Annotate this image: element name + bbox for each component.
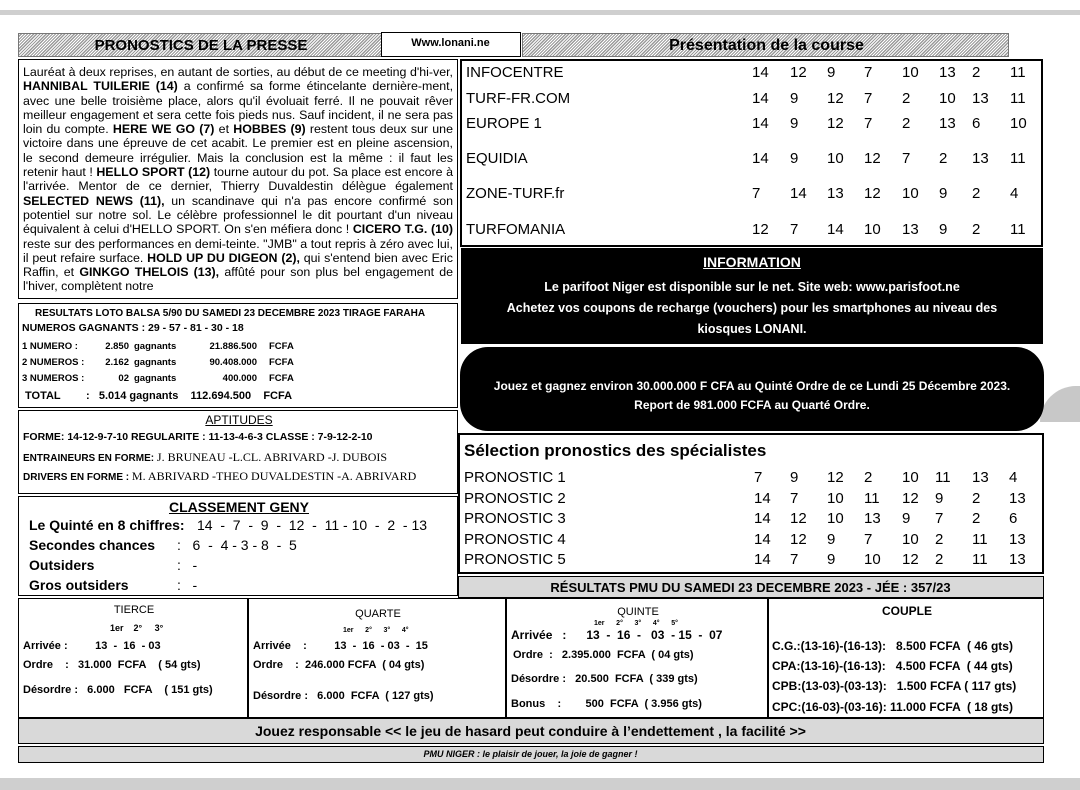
presentation-source: EQUIDIA <box>466 150 528 167</box>
press-text-segment: HOBBES (9) <box>233 122 306 137</box>
selection-number: 7 <box>790 551 799 568</box>
information-line2: Achetez vos coupons de recharge (vouchers) pour les smartphones au niveau des <box>506 301 998 315</box>
responsable-bar <box>18 718 1044 744</box>
press-header-title: PRONOSTICS DE LA PRESSE <box>94 37 308 54</box>
selection-number: 10 <box>827 489 844 507</box>
presentation-number: 13 <box>939 64 956 81</box>
bottom-band <box>0 778 1080 790</box>
press-text-segment: HANNIBAL TUILERIE (14) <box>23 79 178 94</box>
selection-number: 9 <box>827 551 836 568</box>
press-header <box>18 33 382 57</box>
selection-number: 10 <box>864 551 881 568</box>
selection-number: 14 <box>754 510 771 527</box>
presentation-header <box>522 33 1009 57</box>
selection-number: 13 <box>972 469 989 486</box>
presentation-number: 7 <box>864 64 873 81</box>
geny-row-value: : - <box>177 557 198 573</box>
geny-row-label: Le Quinté en 8 chiffres: <box>29 517 185 533</box>
geny-row-label: Gros outsiders <box>29 577 129 593</box>
presentation-number: 10 <box>1010 115 1027 132</box>
presentation-number: 13 <box>972 90 989 107</box>
presentation-number: 12 <box>827 90 844 107</box>
presentation-number: 11 <box>1010 150 1026 167</box>
quarte-title: QUARTE <box>355 608 401 620</box>
geny-row-value: 14 - 7 - 9 - 12 - 11 - 10 - 2 - 13 <box>197 517 428 533</box>
tierce-arrivee: Arrivée : 13 - 16 - 03 <box>23 640 161 652</box>
selection-number: 6 <box>1009 510 1018 527</box>
selection-number: 11 <box>972 551 988 568</box>
information-title: INFORMATION <box>703 254 801 270</box>
presentation-source: EUROPE 1 <box>466 115 542 132</box>
responsable-text: Jouez responsable << le jeu de hasard peut conduire à l’endettement , la facilité >> <box>255 723 806 739</box>
presentation-number: 7 <box>864 115 873 132</box>
selection-number: 9 <box>790 469 799 486</box>
slogan-text: PMU NIGER : le plaisir de jouer, la joie de gagner ! <box>423 749 638 759</box>
loto-title: RESULTATS LOTO BALSA 5/90 DU SAMEDI 23 DECEMBRE 2023 TIRAGE FARAHA <box>35 308 426 319</box>
loto-row-label: 3 NUMEROS : <box>22 373 85 384</box>
selection-number: 7 <box>790 489 799 507</box>
slogan-bar <box>18 746 1044 763</box>
selection-name: PRONOSTIC 5 <box>464 551 566 568</box>
aptitudes-title: APTITUDES <box>205 413 273 427</box>
decorative-swoosh <box>1040 386 1080 422</box>
information-line1: Le parifoot Niger est disponible sur le net. Site web: www.parisfoot.ne <box>544 280 960 294</box>
presentation-number: 10 <box>827 150 844 167</box>
selection-number: 10 <box>902 530 919 548</box>
press-paragraph <box>23 65 453 294</box>
loto-row-unit: gagnants <box>134 357 177 368</box>
quarte-ordre: Ordre : 246.000 FCFA ( 04 gts) <box>253 659 425 671</box>
selection-number: 9 <box>935 489 944 507</box>
press-text-segment: tourne autour du pot. Sa place est encore à l'arrivée. Mentor de ce dernier, Thierry Duvaldestin délègue également <box>23 165 454 194</box>
quinte-places: 1er 2° 3° 4° 5° <box>594 620 678 627</box>
presentation-row <box>462 185 1041 205</box>
website-link[interactable]: Www.lonani.ne <box>411 37 490 49</box>
press-text-segment: un scandinave qui n'a pas encore confirmé son potentiel sur notre sol. Le célèbre professionnel le dit pourtant d'un niveau équivalent à celui d'HELLO SPORT. On s'en méfiera donc ! <box>23 193 453 237</box>
jackpot-line2: Report de 981.000 FCFA au Quarté Ordre. <box>634 398 870 412</box>
results-title: RÉSULTATS PMU DU SAMEDI 23 DECEMBRE 2023 - JÉE : 357/23 <box>550 580 951 595</box>
presentation-number: 9 <box>790 150 799 167</box>
presentation-number: 10 <box>864 221 881 238</box>
tierce-desordre: Désordre : 6.000 FCFA ( 151 gts) <box>23 684 213 696</box>
information-line3: kiosques LONANI. <box>697 322 807 336</box>
presentation-number: 9 <box>790 115 799 132</box>
tierce-ordre: Ordre : 31.000 FCFA ( 54 gts) <box>23 659 201 671</box>
results-title-bar <box>458 576 1044 598</box>
selection-number: 10 <box>902 469 919 486</box>
presentation-number: 4 <box>1010 185 1019 202</box>
presentation-source: ZONE-TURF.fr <box>466 185 565 202</box>
jackpot-banner <box>460 347 1044 431</box>
selection-number: 2 <box>864 469 873 486</box>
selection-name: PRONOSTIC 2 <box>464 489 566 507</box>
presentation-number: 14 <box>752 90 769 107</box>
presentation-row <box>462 115 1041 135</box>
presentation-number: 12 <box>864 150 881 167</box>
selection-number: 4 <box>1009 469 1018 486</box>
quarte-arrivee: Arrivée : 13 - 16 - 03 - 15 <box>253 640 428 652</box>
presentation-table <box>460 59 1043 247</box>
presentation-number: 13 <box>939 115 956 132</box>
selection-number: 13 <box>1009 489 1026 507</box>
presentation-number: 11 <box>1010 90 1026 107</box>
presentation-number: 7 <box>864 90 873 107</box>
quarte-desordre: Désordre : 6.000 FCFA ( 127 gts) <box>253 690 434 702</box>
selection-number: 11 <box>864 489 880 507</box>
quinte-bonus: Bonus : 500 FCFA ( 3.956 gts) <box>511 698 702 710</box>
presentation-number: 10 <box>902 64 919 81</box>
press-text-segment: SELECTED NEWS (11), <box>23 193 165 208</box>
press-text-segment: HELLO SPORT (12) <box>96 165 211 180</box>
press-text-segment: CICERO T.G. (10) <box>352 222 453 237</box>
loto-row-currency: FCFA <box>269 373 294 384</box>
presentation-number: 2 <box>902 90 911 107</box>
geny-row-label: Outsiders <box>29 557 95 573</box>
presentation-number: 14 <box>790 185 807 202</box>
aptitudes-drivers <box>23 467 416 485</box>
loto-row-label: 1 NUMERO : <box>22 341 78 352</box>
presentation-number: 6 <box>972 115 981 132</box>
presentation-number: 14 <box>752 115 769 132</box>
couple-row: CPA:(13-16)-(16-13): 4.500 FCFA ( 44 gts) <box>772 659 1013 673</box>
top-band <box>0 10 1080 15</box>
loto-box <box>18 303 458 408</box>
presentation-row <box>462 64 1041 84</box>
presentation-number: 7 <box>902 150 911 167</box>
presentation-number: 7 <box>790 221 799 238</box>
press-text-segment: HERE WE GO (7) <box>112 122 215 137</box>
loto-row-amount: 90.408.000 <box>209 357 257 368</box>
drivers-value: M. ABRIVARD -THEO DUVALDESTIN -A. ABRIVARD <box>131 469 417 483</box>
presentation-number: 14 <box>752 150 769 167</box>
presentation-number: 12 <box>864 185 881 202</box>
selection-name: PRONOSTIC 3 <box>464 510 566 527</box>
selection-number: 2 <box>935 551 944 568</box>
selection-number: 2 <box>972 489 981 507</box>
geny-row-label: Secondes chances <box>29 537 156 553</box>
selection-number: 9 <box>827 530 836 548</box>
selection-number: 14 <box>754 489 771 507</box>
geny-row-value: : - <box>177 577 198 593</box>
presentation-row <box>462 221 1041 241</box>
presentation-number: 14 <box>827 221 844 238</box>
tierce-places: 1er 2° 3° <box>110 623 164 633</box>
couple-row: CPB:(13-03)-(03-13): 1.500 FCFA ( 117 gts) <box>772 679 1017 693</box>
quarte-box <box>248 598 506 718</box>
selection-number: 12 <box>827 469 844 486</box>
selection-title: Sélection pronostics des spécialistes <box>464 441 767 460</box>
website-box <box>381 32 521 57</box>
aptitudes-entraineurs <box>23 448 387 466</box>
press-text-segment: GINKGO THELOIS (13), <box>79 265 220 280</box>
selection-number: 13 <box>1009 530 1026 548</box>
presentation-number: 9 <box>827 64 836 81</box>
selection-number: 7 <box>754 469 763 486</box>
selection-name: PRONOSTIC 1 <box>464 469 566 486</box>
presentation-number: 7 <box>752 185 761 202</box>
aptitudes-box <box>18 410 458 494</box>
geny-box <box>18 496 458 596</box>
jackpot-line1: Jouez et gagnez environ 30.000.000 F CFA au Quinté Ordre de ce Lundi 25 Décembre 2023. <box>493 379 1011 393</box>
selection-number: 7 <box>864 530 873 548</box>
selection-number: 14 <box>754 530 771 548</box>
selection-number: 12 <box>902 489 919 507</box>
loto-row-currency: FCFA <box>269 341 294 352</box>
presentation-source: TURFOMANIA <box>466 221 566 238</box>
selection-number: 11 <box>935 469 951 486</box>
loto-row-count: 2.850 <box>105 341 129 352</box>
presentation-number: 9 <box>939 185 948 202</box>
presentation-source: INFOCENTRE <box>466 64 564 81</box>
presentation-header-title: Présentation de la course <box>669 37 864 54</box>
quinte-arrivee: Arrivée : 13 - 16 - 03 - 15 - 07 <box>511 628 723 642</box>
press-text-segment: reste sur des performances en demi-teinte. "JMB" a tout repris à zéro avec lui, il peut refaire surface. <box>23 236 453 265</box>
presentation-number: 9 <box>939 221 948 238</box>
aptitudes-forme: FORME: 14-12-9-7-10 REGULARITE : 11-13-4-6-3 CLASSE : 7-9-12-2-10 <box>23 431 373 443</box>
presentation-number: 12 <box>827 115 844 132</box>
selection-number: 7 <box>935 510 944 527</box>
selection-number: 13 <box>1009 551 1026 568</box>
selection-number: 10 <box>827 510 844 527</box>
information-box <box>461 248 1043 344</box>
loto-row-unit: gagnants <box>134 373 177 384</box>
loto-row-count: 2.162 <box>105 357 129 368</box>
press-text-segment: Lauréat à deux reprises, en autant de sorties, au début de ce meeting d'hi-ver, <box>23 65 453 79</box>
presentation-number: 10 <box>939 90 956 107</box>
tierce-box <box>18 598 248 718</box>
selection-number: 11 <box>972 530 988 548</box>
selection-number: 12 <box>902 551 919 568</box>
loto-total-label: TOTAL <box>25 390 61 402</box>
geny-title: CLASSEMENT GENY <box>168 499 309 515</box>
selection-number: 13 <box>864 510 881 527</box>
geny-row-value: : 6 - 4 - 3 - 8 - 5 <box>177 537 297 553</box>
presentation-number: 13 <box>902 221 919 238</box>
presentation-source: TURF-FR.COM <box>466 90 571 107</box>
presentation-number: 13 <box>972 150 989 167</box>
press-text-segment: HOLD UP DU DIGEON (2), <box>147 250 300 265</box>
press-text-segment: et <box>214 122 234 137</box>
presentation-number: 2 <box>972 221 981 238</box>
quinte-desordre: Désordre : 20.500 FCFA ( 339 gts) <box>511 673 698 685</box>
selection-number: 12 <box>790 530 807 548</box>
selection-number: 12 <box>790 510 807 527</box>
loto-total-value: : 5.014 gagnants 112.694.500 FCFA <box>86 390 293 402</box>
tierce-title: TIERCE <box>113 604 155 616</box>
selection-number: 2 <box>972 510 981 527</box>
press-text-box <box>18 59 458 299</box>
presentation-number: 12 <box>790 64 807 81</box>
presentation-number: 13 <box>827 185 844 202</box>
loto-row-amount: 21.886.500 <box>209 341 257 352</box>
press-text-segment: restent tous deux sur une victoire dans une épreuve de cet acabit. Le premier est en pleine ascension, le second demeure irrégulier. Mais la conclusion est la même : il faut les retenir haut ! <box>23 122 453 180</box>
quinte-box <box>506 598 768 718</box>
presentation-number: 2 <box>902 115 911 132</box>
loto-row-label: 2 NUMEROS : <box>22 357 85 368</box>
entraineurs-label: ENTRAINEURS EN FORME: <box>23 453 157 464</box>
couple-box <box>768 598 1044 718</box>
loto-row-count: 02 <box>118 373 129 384</box>
selection-name: PRONOSTIC 4 <box>464 530 566 548</box>
presentation-number: 9 <box>790 90 799 107</box>
couple-title: COUPLE <box>881 604 932 618</box>
presentation-row <box>462 90 1041 110</box>
entraineurs-value: J. BRUNEAU -L.CL. ABRIVARD -J. DUBOIS <box>156 450 388 464</box>
couple-row: C.G.:(13-16)-(16-13): 8.500 FCFA ( 46 gts) <box>772 639 1013 653</box>
quinte-title: QUINTE <box>617 606 659 618</box>
presentation-number: 12 <box>752 221 769 238</box>
presentation-row <box>462 150 1041 170</box>
press-text-segment: affûté pour son plus bel engagement de l'hiver, complètent notre <box>23 265 454 294</box>
selection-box <box>458 433 1044 574</box>
selection-number: 2 <box>935 530 944 548</box>
press-text-segment: a confirmé sa forme étincelante dernière-ment, avec une belle troisième place, alors qu'il évoluait ferré. Il ne pouvait rêver meilleur engagement et sera cette fois pieds nus. Sauf incident, il ne sera pas loin du compte. <box>23 79 454 137</box>
presentation-number: 2 <box>972 185 981 202</box>
loto-row-amount: 400.000 <box>222 373 257 384</box>
presentation-number: 2 <box>972 64 981 81</box>
selection-number: 9 <box>902 510 911 527</box>
quarte-places: 1er 2° 3° 4° <box>343 627 409 634</box>
presentation-number: 14 <box>752 64 769 81</box>
drivers-label: DRIVERS EN FORME : <box>23 472 132 483</box>
loto-numbers: NUMEROS GAGNANTS : 29 - 57 - 81 - 30 - 18 <box>22 322 244 334</box>
loto-row-currency: FCFA <box>269 357 294 368</box>
press-text-segment: qui s'entend bien avec Eric Raffin, et <box>23 250 453 280</box>
couple-row: CPC:(16-03)-(03-16): 11.000 FCFA ( 18 gts) <box>772 700 1013 714</box>
presentation-number: 10 <box>902 185 919 202</box>
quinte-ordre: Ordre : 2.395.000 FCFA ( 04 gts) <box>513 649 694 661</box>
presentation-number: 11 <box>1010 64 1026 81</box>
presentation-number: 2 <box>939 150 948 167</box>
selection-number: 14 <box>754 551 771 568</box>
presentation-number: 11 <box>1010 221 1026 238</box>
loto-row-unit: gagnants <box>134 341 177 352</box>
